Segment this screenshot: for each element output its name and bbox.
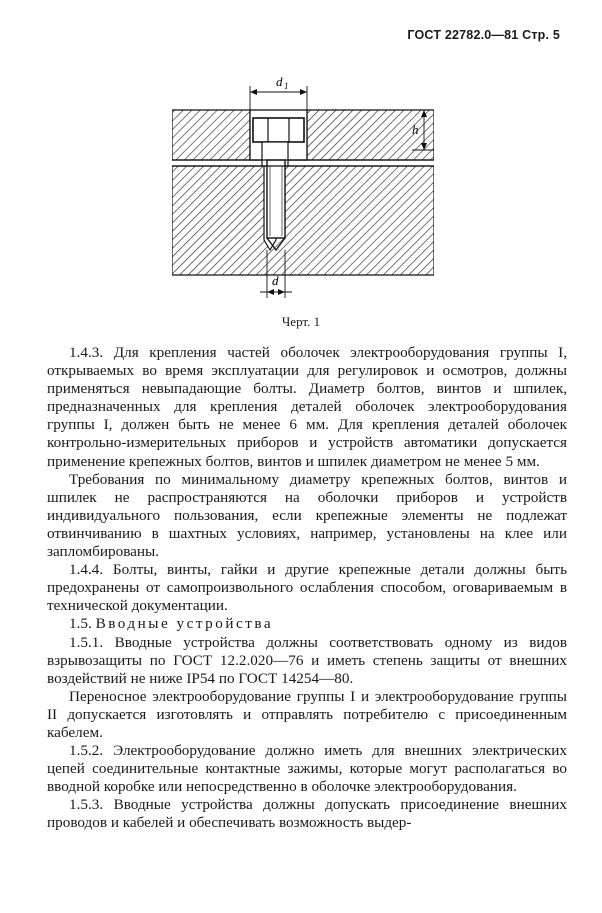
bolt-head <box>253 118 304 142</box>
paragraph-1-4-4: 1.4.4. Болты, винты, гайки и другие крепежные детали должны быть предохранены от самопроизвольного ослабления способом, оговариваемым в технической документации. <box>47 561 567 615</box>
paragraph-1-5-2: 1.5.2. Электрооборудование должно иметь для внешних электрических цепей соединительные контактные зажимы, которые могут располагаться во вводной коробке или непосредственно в оболочке электрооборудования. <box>47 742 567 796</box>
lower-plate <box>172 166 434 275</box>
label-d1-subscript: 1 <box>284 81 289 91</box>
section-number: 1.5. <box>69 615 92 633</box>
figure-bolt-drawing <box>172 70 434 308</box>
section-heading-1-5 <box>47 615 567 633</box>
paragraph-min-diameter: Требования по минимальному диаметру крепежных болтов, винтов и шпилек не распространяются на оболочки приборов и устройств индивидуального пользования, если крепежные элементы не подлежат отвинчиванию в шахтных условиях, например, установлены на клее или запломбированы. <box>47 470 567 561</box>
page-header: ГОСТ 22782.0—81 Стр. 5 <box>407 28 560 42</box>
bolt-drawing-svg <box>172 70 434 308</box>
section-title: Вводные устройства <box>95 615 274 633</box>
paragraph-portable: Переносное электрооборудование группы I и электрооборудование группы II допускается изготовлять и отправлять потребителю с присоединенным кабелем. <box>47 687 567 741</box>
paragraph-1-5-3: 1.5.3. Вводные устройства должны допускать присоединение внешних проводов и кабелей и обеспечивать возможность выдер- <box>47 796 567 832</box>
paragraph-1-5-1: 1.5.1. Вводные устройства должны соответствовать одному из видов взрывозащиты по ГОСТ 12.2.020—76 и иметь степень защиты от внешних воздействий не ниже IP54 по ГОСТ 14254—80. <box>47 633 567 687</box>
paragraph-1-4-3: 1.4.3. Для крепления частей оболочек электрооборудования группы I, открываемых во время эксплуатации для регулировок и осмотров, должны применяться невыпадающие болты. Диаметр болтов, винтов и шпилек, предназначенных для крепления деталей оболочек электрооборудования группы I, должен быть не менее 6 мм. Для крепления деталей оболочек контрольно-измерительных приборов и устройств автоматики допускается применение крепежных болтов, винтов и шпилек диаметром не менее 5 мм. <box>47 344 567 470</box>
figure-caption: Черт. 1 <box>281 314 321 329</box>
label-h: h <box>412 122 419 137</box>
body-text <box>47 344 567 833</box>
label-d1: d <box>276 74 283 89</box>
label-d: d <box>272 273 279 288</box>
